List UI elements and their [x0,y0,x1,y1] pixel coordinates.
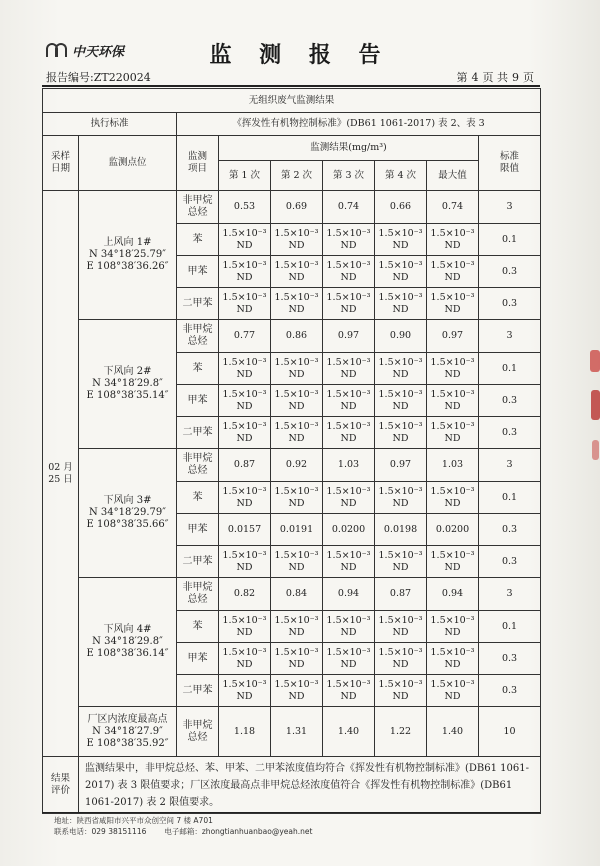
page-mid: 页 共 [482,71,508,84]
footer-phone: 联系电话：029 38151116 [54,827,147,836]
limit-value: 0.1 [479,224,541,256]
result-value: 1.5×10⁻³ ND [375,643,427,675]
header-item: 监测 项目 [177,136,219,191]
conclusion-label: 结果 评价 [43,757,79,814]
result-value: 1.5×10⁻³ ND [271,611,323,643]
result-value: 1.5×10⁻³ ND [375,224,427,256]
limit-value: 0.3 [479,546,541,578]
result-value: 1.31 [271,707,323,757]
page-prefix: 第 [456,71,468,84]
header-date: 采样 日期 [43,136,79,191]
limit-value: 0.3 [479,675,541,707]
result-value: 1.5×10⁻³ ND [271,353,323,385]
logo-text: 中天环保 [72,44,125,60]
result-value: 0.92 [271,449,323,482]
result-value: 1.5×10⁻³ ND [427,353,479,385]
result-value: 1.5×10⁻³ ND [323,385,375,417]
limit-value: 3 [479,320,541,353]
limit-value: 0.3 [479,514,541,546]
result-value: 1.5×10⁻³ ND [219,482,271,514]
result-value: 1.5×10⁻³ ND [219,288,271,320]
result-value: 0.86 [271,320,323,353]
page-total: 9 [512,71,519,84]
result-value: 1.5×10⁻³ ND [427,417,479,449]
pollutant-item: 苯 [177,224,219,256]
footer-email: 电子邮箱：zhongtianhuanbao@yeah.net [164,827,313,836]
pollutant-item: 非甲烷 总烃 [177,578,219,611]
monitoring-site: 上风向 1# N 34°18′25.79″ E 108°38′36.26″ [79,191,177,320]
result-value: 0.97 [375,449,427,482]
limit-value: 3 [479,191,541,224]
result-value: 1.5×10⁻³ ND [219,224,271,256]
result-value: 0.74 [427,191,479,224]
report-number [46,69,151,85]
result-value: 0.0191 [271,514,323,546]
result-value: 1.03 [323,449,375,482]
header-run-5: 最大值 [427,161,479,191]
limit-value: 0.1 [479,353,541,385]
header-limit: 标准 限值 [479,136,541,191]
result-value: 1.5×10⁻³ ND [427,482,479,514]
footer-contact [54,826,312,837]
result-value: 1.5×10⁻³ ND [271,385,323,417]
monitoring-site: 下风向 4# N 34°18′29.8″ E 108°38′36.14″ [79,578,177,707]
result-value: 1.5×10⁻³ ND [375,546,427,578]
result-value: 1.5×10⁻³ ND [427,224,479,256]
result-value: 1.5×10⁻³ ND [219,417,271,449]
report-number-label: 报告编号: [46,71,94,84]
result-value: 1.5×10⁻³ ND [323,611,375,643]
table-row [43,578,541,611]
limit-value: 10 [479,707,541,757]
result-value: 0.0198 [375,514,427,546]
result-value: 1.5×10⁻³ ND [323,288,375,320]
standard-label: 执行标准 [43,113,177,136]
result-value: 0.84 [271,578,323,611]
pollutant-item: 二甲苯 [177,675,219,707]
result-value: 0.69 [271,191,323,224]
page-title: 监 测 报 告 [209,42,391,68]
result-value: 1.5×10⁻³ ND [427,675,479,707]
pollutant-item: 苯 [177,353,219,385]
result-value: 1.5×10⁻³ ND [219,643,271,675]
result-value: 1.5×10⁻³ ND [375,675,427,707]
result-value: 0.66 [375,191,427,224]
result-value: 1.5×10⁻³ ND [271,256,323,288]
result-value: 1.40 [323,707,375,757]
result-value: 1.5×10⁻³ ND [375,482,427,514]
pollutant-item: 苯 [177,482,219,514]
result-value: 0.87 [219,449,271,482]
report-number-value: ZT220024 [93,71,151,84]
header-run-3: 第 3 次 [323,161,375,191]
result-value: 1.5×10⁻³ ND [323,643,375,675]
limit-value: 0.1 [479,611,541,643]
result-value: 1.5×10⁻³ ND [271,482,323,514]
result-value: 1.5×10⁻³ ND [375,288,427,320]
result-value: 1.5×10⁻³ ND [375,417,427,449]
table-row [43,449,541,482]
header-divider [42,85,540,87]
result-value: 0.53 [219,191,271,224]
pollutant-item: 甲苯 [177,385,219,417]
header-run-2: 第 2 次 [271,161,323,191]
table-row [43,191,541,224]
result-value: 1.5×10⁻³ ND [375,353,427,385]
result-value: 1.5×10⁻³ ND [271,288,323,320]
result-value: 1.5×10⁻³ ND [219,353,271,385]
page-indicator [455,69,537,85]
header-results: 监测结果(mg/m³) [219,136,479,161]
result-value: 0.0157 [219,514,271,546]
header-run-4: 第 4 次 [375,161,427,191]
result-value: 1.5×10⁻³ ND [219,675,271,707]
result-value: 1.5×10⁻³ ND [219,385,271,417]
result-value: 1.5×10⁻³ ND [427,288,479,320]
result-value: 1.5×10⁻³ ND [375,256,427,288]
result-value: 1.5×10⁻³ ND [427,385,479,417]
footer [54,815,312,837]
header-site: 监测点位 [79,136,177,191]
pollutant-item: 非甲烷 总烃 [177,191,219,224]
result-value: 1.5×10⁻³ ND [323,353,375,385]
result-value: 1.03 [427,449,479,482]
result-value: 1.5×10⁻³ ND [271,675,323,707]
seal-stamp-icon [588,350,600,470]
result-value: 1.5×10⁻³ ND [219,546,271,578]
result-value: 1.5×10⁻³ ND [271,417,323,449]
table-caption: 无组织废气监测结果 [43,89,541,113]
result-value: 0.82 [219,578,271,611]
pollutant-item: 甲苯 [177,643,219,675]
result-value: 0.0200 [427,514,479,546]
page-suffix: 页 [523,71,534,84]
result-value: 0.0200 [323,514,375,546]
result-value: 1.5×10⁻³ ND [323,256,375,288]
limit-value: 0.3 [479,256,541,288]
result-value: 1.5×10⁻³ ND [375,611,427,643]
pollutant-item: 非甲烷 总烃 [177,707,219,757]
result-value: 0.77 [219,320,271,353]
monitoring-site: 厂区内浓度最高点 N 34°18′27.9″ E 108°38′35.92″ [79,707,177,757]
result-value: 0.97 [323,320,375,353]
result-value: 1.5×10⁻³ ND [219,611,271,643]
result-value: 1.5×10⁻³ ND [271,224,323,256]
sampling-date: 02 月 25 日 [43,191,79,757]
result-value: 1.5×10⁻³ ND [375,385,427,417]
header-run-1: 第 1 次 [219,161,271,191]
result-value: 1.5×10⁻³ ND [271,643,323,675]
table-row [43,707,541,757]
footer-address: 地址：陕西省咸阳市兴平市众创空间 7 楼 A701 [54,816,213,825]
pollutant-item: 二甲苯 [177,288,219,320]
limit-value: 0.3 [479,417,541,449]
table-row [43,320,541,353]
result-value: 1.5×10⁻³ ND [323,417,375,449]
pollutant-item: 甲苯 [177,256,219,288]
monitoring-site: 下风向 3# N 34°18′29.79″ E 108°38′35.66″ [79,449,177,578]
monitoring-site: 下风向 2# N 34°18′29.8″ E 108°38′35.14″ [79,320,177,449]
result-value: 0.87 [375,578,427,611]
result-value: 1.5×10⁻³ ND [323,224,375,256]
limit-value: 0.3 [479,385,541,417]
result-value: 1.5×10⁻³ ND [323,482,375,514]
result-value: 1.5×10⁻³ ND [323,546,375,578]
result-value: 0.97 [427,320,479,353]
result-value: 1.5×10⁻³ ND [271,546,323,578]
limit-value: 0.3 [479,288,541,320]
footer-divider [42,812,540,813]
limit-value: 0.3 [479,643,541,675]
pollutant-item: 非甲烷 总烃 [177,320,219,353]
result-value: 1.5×10⁻³ ND [427,546,479,578]
standard-value: 《挥发性有机物控制标准》(DB61 1061-2017) 表 2、表 3 [177,113,541,136]
result-value: 0.74 [323,191,375,224]
pollutant-item: 甲苯 [177,514,219,546]
result-value: 1.5×10⁻³ ND [219,256,271,288]
conclusion-text: 监测结果中，非甲烷总烃、苯、甲苯、二甲苯浓度值均符合《挥发性有机物控制标准》(DB61 1061-2017) 表 3 限值要求；厂区浓度最高点非甲烷总烃浓度值符合《挥发性有机物控制标准》(DB61 1061-2017) 表 2 限值要求。 [79,757,541,814]
limit-value: 0.1 [479,482,541,514]
result-value: 0.94 [323,578,375,611]
result-value: 1.5×10⁻³ ND [323,675,375,707]
pollutant-item: 二甲苯 [177,417,219,449]
pollutant-item: 苯 [177,611,219,643]
page-current: 4 [471,71,479,84]
result-value: 1.5×10⁻³ ND [427,643,479,675]
pollutant-item: 二甲苯 [177,546,219,578]
result-value: 1.5×10⁻³ ND [427,256,479,288]
limit-value: 3 [479,578,541,611]
result-value: 1.22 [375,707,427,757]
result-value: 0.90 [375,320,427,353]
result-value: 0.94 [427,578,479,611]
result-value: 1.18 [219,707,271,757]
result-value: 1.40 [427,707,479,757]
results-table [42,88,541,814]
result-value: 1.5×10⁻³ ND [427,611,479,643]
limit-value: 3 [479,449,541,482]
pollutant-item: 非甲烷 总烃 [177,449,219,482]
